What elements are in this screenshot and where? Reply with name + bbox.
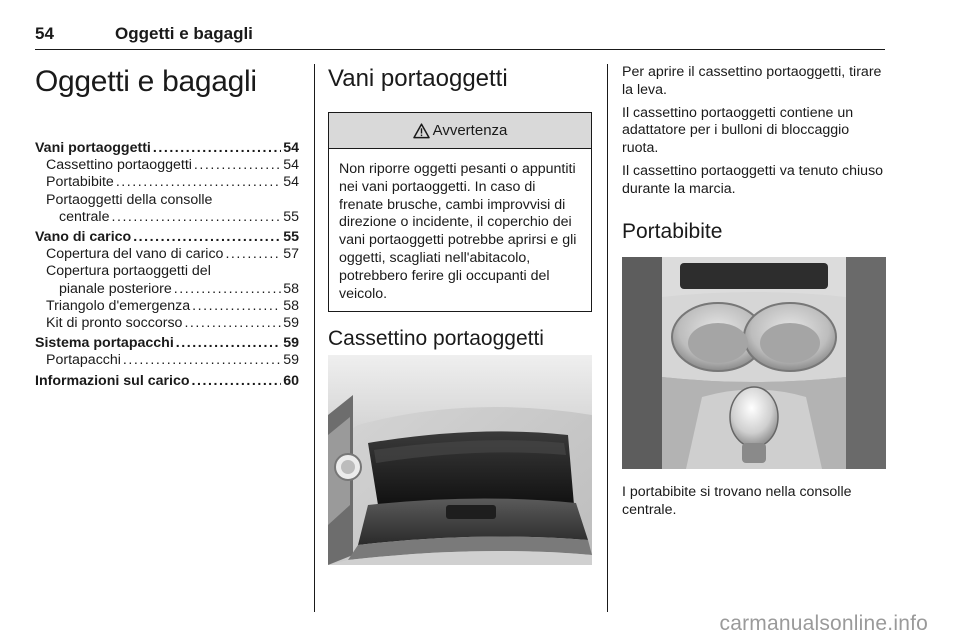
- column-divider: [314, 64, 315, 612]
- toc-entry[interactable]: Triangolo d'emergenza . . . 58: [35, 298, 299, 315]
- toc-entry[interactable]: Portapacchi . . . 59: [35, 352, 299, 369]
- paragraph: Il cassettino portaoggetti va tenuto chiuso durante la marcia.: [622, 162, 884, 197]
- column-divider: [607, 64, 608, 612]
- toc-entry[interactable]: Portaoggetti della consolle centrale . . . 55: [35, 192, 299, 226]
- toc-entry[interactable]: Kit di pronto soccorso . . . 59: [35, 315, 299, 332]
- toc-entry[interactable]: Copertura del vano di carico . . . 57: [35, 246, 299, 263]
- watermark: carmanualsonline.info: [719, 612, 928, 635]
- glovebox-photo: [328, 355, 592, 565]
- table-of-contents: [35, 140, 299, 390]
- running-header: [35, 24, 885, 50]
- page-number: 54: [35, 24, 54, 43]
- running-title: Oggetti e bagagli: [115, 24, 253, 43]
- toc-entry[interactable]: Sistema portapacchi . . . 59: [35, 335, 299, 352]
- subsection-title: Portabibite: [622, 219, 723, 243]
- photo-caption: I portabibite si trovano nella consolle centrale.: [622, 484, 852, 518]
- toc-entry[interactable]: Copertura portaoggetti del pianale posteriore . . . 58: [35, 263, 299, 297]
- warning-heading: Avvertenza: [329, 113, 591, 149]
- glovebox-text: [622, 64, 886, 245]
- warning-box: [328, 112, 592, 312]
- paragraph: Per aprire il cassettino portaoggetti, tirare la leva.: [622, 64, 882, 98]
- chapter-contents: [35, 64, 299, 390]
- subsection-title: Cassettino portaoggetti: [328, 327, 544, 351]
- toc-entry[interactable]: Informazioni sul carico . . . 60: [35, 373, 299, 390]
- warning-triangle-icon: [413, 123, 430, 139]
- paragraph: Il cassettino portaoggetti contiene un adattatore per i bulloni di bloccaggio ruota.: [622, 104, 854, 157]
- storage-section: [328, 64, 592, 352]
- toc-entry[interactable]: Vano di carico . . . 55: [35, 229, 299, 246]
- chapter-title: Oggetti e bagagli: [35, 65, 257, 98]
- toc-entry[interactable]: Cassettino portaoggetti . . . 54: [35, 157, 299, 174]
- warning-text: Non riporre oggetti pesanti o appuntiti nei vani portaoggetti. In caso di frenate brusche, cambi improvvisi di direzione o incidente, il coperchio dei vani portaoggetti potrebbe aprirsi e gli oggetti, scagliati nell'abitacolo, potrebbero ferire gli occupanti del veicolo.: [339, 161, 577, 302]
- toc-entry[interactable]: Vani portaoggetti . . . 54: [35, 140, 299, 157]
- toc-entry[interactable]: Portabibite . . . 54: [35, 174, 299, 191]
- cupholder-photo: [622, 257, 886, 469]
- section-title: Vani portaoggetti: [328, 65, 508, 92]
